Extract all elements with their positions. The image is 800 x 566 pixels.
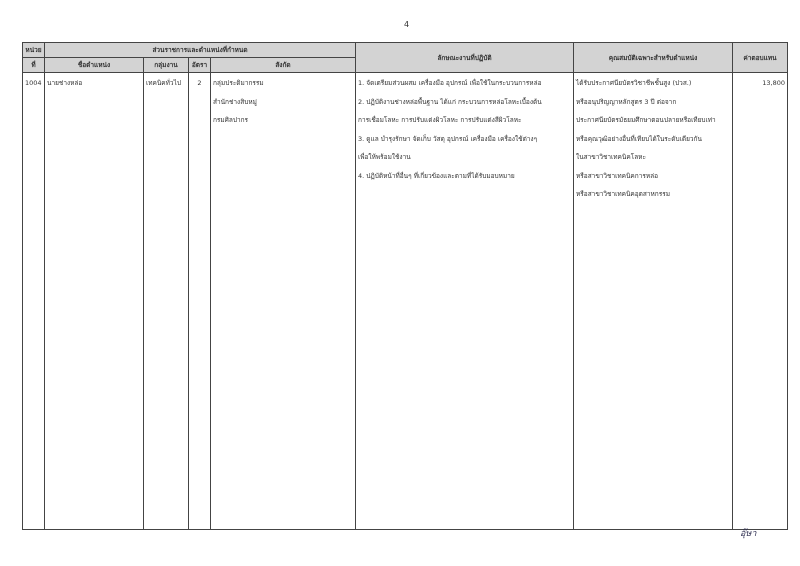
qualifications-cell — [574, 73, 733, 530]
work-group-header: กลุ่มงาน — [144, 58, 189, 73]
rate-cell: 2 — [189, 73, 211, 530]
duty-line: 4. ปฏิบัติหน้าที่อื่นๆ ที่เกี่ยวข้องและตามที่ได้รับมอบหมาย — [358, 171, 515, 180]
group-header: ส่วนราชการและตำแหน่งที่กำหนด — [45, 43, 356, 58]
qualification-line: ประกาศนียบัตรมัธยมศึกษาตอนปลายหรือเทียบเท่า — [576, 116, 716, 124]
affiliation-cell — [211, 73, 356, 530]
position-name-cell: นายช่างหล่อ — [45, 73, 144, 530]
affiliation-line: กรมศิลปากร — [213, 116, 249, 124]
qualification-line: หรือสาขาวิชาเทคนิคอุตสาหกรรม — [576, 190, 670, 198]
duty-line: เพื่อให้พร้อมใช้งาน — [358, 153, 411, 161]
position-name-header: ชื่อตำแหน่ง — [45, 58, 144, 73]
table-row — [23, 73, 788, 530]
qualification-line: ได้รับประกาศนียบัตรวิชาชีพชั้นสูง (ปวส.) — [576, 79, 692, 87]
unit-header-2: ที่ — [23, 58, 45, 73]
signature: อุ๊ษา — [740, 529, 757, 539]
unit-cell: 1004 — [23, 73, 45, 530]
work-group-cell: เทคนิคทั่วไป — [144, 73, 189, 530]
affiliation-line: สำนักช่างสิบหมู่ — [213, 97, 257, 106]
compensation-header: ค่าตอบแทน — [733, 43, 788, 73]
qualifications-header: คุณสมบัติเฉพาะสำหรับตำแหน่ง — [574, 43, 733, 73]
duties-cell — [356, 73, 574, 530]
compensation-cell: 13,800 — [733, 73, 788, 530]
duty-line: 2. ปฏิบัติงานช่างหล่อพื้นฐาน ได้แก่ กระบวนการหล่อโลหะเบื้องต้น — [358, 97, 542, 106]
qualification-line: หรือสาขาวิชาเทคนิคการหล่อ — [576, 171, 659, 180]
duty-line: การเชื่อมโลหะ การปรับแต่งผิวโลหะ การปรับแต่งสีผิวโลหะ — [358, 116, 522, 124]
affiliation-header: สังกัด — [211, 58, 356, 73]
duties-header: ลักษณะงานที่ปฏิบัติ — [356, 43, 574, 73]
qualification-line: หรือคุณวุฒิอย่างอื่นที่เทียบได้ในระดับเดียวกัน — [576, 134, 702, 143]
unit-header-1: หน่วย — [23, 43, 45, 58]
qualification-line: หรืออนุปริญญาหลักสูตร 3 ปี ต่อจาก — [576, 97, 677, 106]
qualification-line: ในสาขาวิชาเทคนิคโลหะ — [576, 153, 646, 161]
affiliation-line: กลุ่มประติมากรรม — [213, 79, 264, 87]
duty-line: 3. ดูแล บำรุงรักษา จัดเก็บ วัสดุ อุปกรณ์ เครื่องมือ เครื่องใช้ต่างๆ — [358, 134, 538, 143]
page-number: 4 — [404, 20, 410, 29]
rate-header: อัตรา — [189, 58, 211, 73]
positions-table — [22, 42, 788, 530]
duty-line: 1. จัดเตรียมส่วนผสม เครื่องมือ อุปกรณ์ เพื่อใช้ในกระบวนการหล่อ — [358, 79, 542, 87]
